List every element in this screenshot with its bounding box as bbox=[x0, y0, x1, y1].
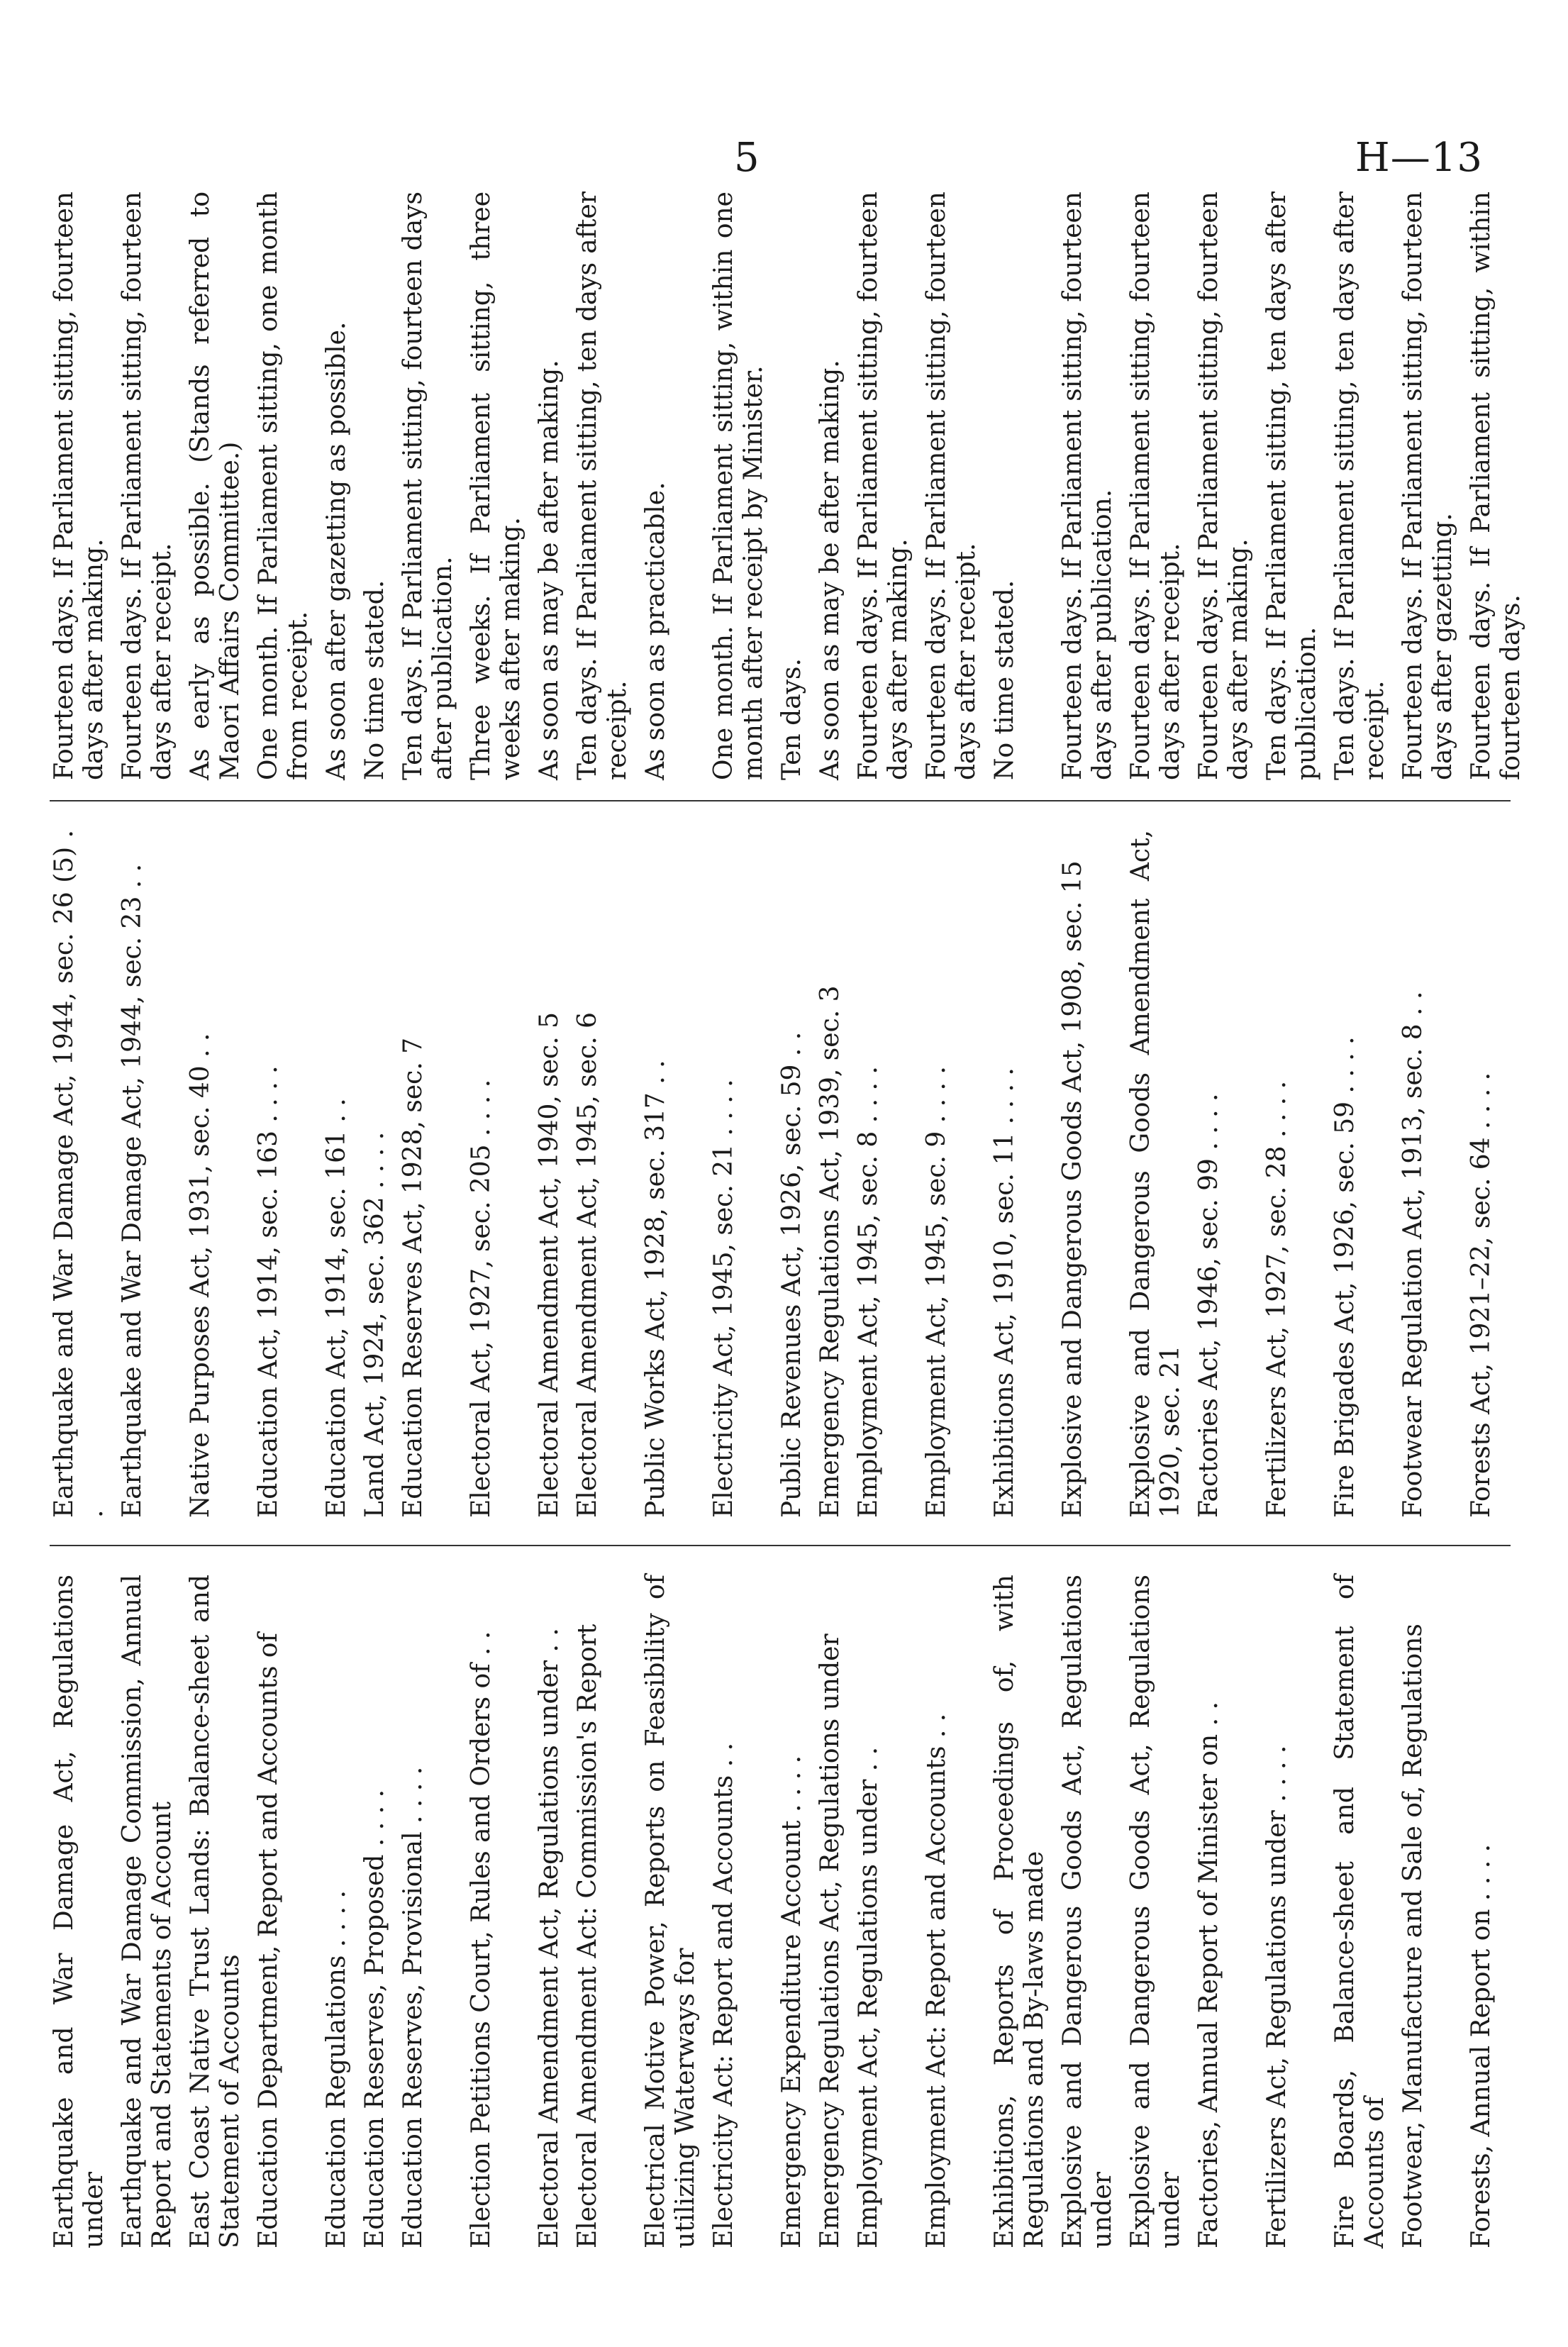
subject-cell: Election Petitions Court, Rules and Orders of . . bbox=[467, 1631, 496, 2248]
table-row bbox=[573, 192, 633, 2248]
authority-cell: Explosive and Dangerous Goods Act, 1908, sec. 15 bbox=[1058, 860, 1087, 1518]
subject-cell: Earthquake and War Damage Commission, Annual Report and Statements of Account bbox=[118, 1575, 177, 2248]
subject-cell: Education Regulations . . . . bbox=[322, 1890, 351, 2248]
time-cell: Fourteen days. If Parliament sitting, fourteen days after receipt. bbox=[118, 192, 177, 780]
subject-cell: Earthquake and War Damage Act, Regulations under bbox=[50, 1575, 109, 2248]
subject-cell: Electricity Act: Report and Accounts . . bbox=[709, 1742, 738, 2248]
subject-cell: Education Reserves, Proposed . . . . bbox=[360, 1789, 389, 2248]
subject-cell: Emergency Regulations Act, Regulations under bbox=[816, 1633, 845, 2248]
authority-cell: Fire Brigades Act, 1926, sec. 59 . . . . bbox=[1330, 1036, 1360, 1518]
subject-cell: Electrical Motive Power, Reports on Feasibility of utilizing Waterways for bbox=[641, 1575, 700, 2248]
time-cell: As soon as may be after making. bbox=[535, 360, 564, 780]
table-row bbox=[1262, 192, 1322, 2248]
time-cell: As early as possible. (Stands referred to Maori Affairs Committee.) bbox=[186, 192, 245, 780]
authority-cell: Factories Act, 1946, sec. 99 . . . . bbox=[1194, 1093, 1223, 1518]
time-cell: Fourteen days. If Parliament sitting, fourteen days after making. bbox=[50, 192, 109, 780]
authority-cell: Electoral Amendment Act, 1945, sec. 6 bbox=[573, 1012, 602, 1518]
table-row bbox=[1126, 192, 1186, 2248]
table-row bbox=[360, 192, 390, 2248]
authority-cell: Electoral Amendment Act, 1940, sec. 5 bbox=[535, 1012, 564, 1518]
authority-cell: Native Purposes Act, 1931, sec. 40 . . bbox=[186, 1033, 215, 1518]
table-row bbox=[1467, 192, 1526, 2248]
table-row bbox=[254, 192, 313, 2248]
authority-cell: Footwear Regulation Act, 1913, sec. 8 . . bbox=[1399, 991, 1428, 1518]
subject-cell: Emergency Expenditure Account . . . . bbox=[777, 1755, 806, 2248]
table-row bbox=[399, 192, 458, 2248]
authority-cell: Education Act, 1914, sec. 161 . . bbox=[322, 1098, 351, 1518]
authority-cell: Employment Act, 1945, sec. 8 . . . . bbox=[854, 1066, 883, 1518]
time-cell: Ten days. bbox=[777, 658, 806, 780]
authority-cell: Earthquake and War Damage Act, 1944, sec. 23 . . bbox=[118, 863, 147, 1518]
table-row bbox=[1058, 192, 1118, 2248]
time-cell: Fourteen days. If Parliament sitting, within fourteen days. bbox=[1467, 192, 1525, 780]
subject-cell: Factories, Annual Report of Minister on . . bbox=[1194, 1702, 1223, 2248]
authority-cell: Education Act, 1914, sec. 163 . . . . bbox=[254, 1065, 283, 1518]
subject-cell: Explosive and Dangerous Goods Act, Regulations under bbox=[1126, 1575, 1185, 2248]
table-row bbox=[1194, 192, 1254, 2248]
subject-cell: Employment Act: Report and Accounts . . bbox=[922, 1713, 951, 2248]
document-reference: H—13 bbox=[1355, 135, 1483, 181]
subject-cell: Electoral Amendment Act: Commission's Report bbox=[573, 1624, 602, 2248]
time-cell: Fourteen days. If Parliament sitting, fourteen days after making. bbox=[1194, 192, 1253, 780]
table-row bbox=[990, 192, 1050, 2248]
table-row bbox=[816, 192, 845, 2248]
subject-cell: Fertilizers Act, Regulations under . . . . bbox=[1262, 1745, 1291, 2248]
table-row bbox=[186, 192, 245, 2248]
table-row bbox=[709, 192, 769, 2248]
authority-cell: Public Works Act, 1928, sec. 317 . . bbox=[641, 1060, 670, 1518]
time-cell: Fourteen days. If Parliament sitting, fourteen days after receipt. bbox=[922, 192, 981, 780]
time-cell: Fourteen days. If Parliament sitting, fourteen days after publication. bbox=[1058, 192, 1117, 780]
authority-cell: Fertilizers Act, 1927, sec. 28 . . . . bbox=[1262, 1080, 1291, 1518]
table-row bbox=[1330, 192, 1390, 2248]
table-row bbox=[1399, 192, 1458, 2248]
time-cell: Ten days. If Parliament sitting, ten days after receipt. bbox=[1330, 192, 1389, 780]
authority-cell: Electoral Act, 1927, sec. 205 . . . . bbox=[467, 1079, 496, 1518]
subject-cell: Electoral Amendment Act, Regulations under . . bbox=[535, 1628, 564, 2248]
time-cell: Ten days. If Parliament sitting, ten days after receipt. bbox=[573, 192, 632, 780]
authority-cell: Exhibitions Act, 1910, sec. 11 . . . . bbox=[990, 1067, 1019, 1518]
subject-cell: Education Department, Report and Accounts of bbox=[254, 1633, 283, 2248]
table-row bbox=[322, 192, 352, 2248]
page-number: 5 bbox=[734, 135, 760, 181]
time-cell: Fourteen days. If Parliament sitting, fourteen days after gazetting. bbox=[1399, 192, 1457, 780]
time-cell: One month. If Parliament sitting, within one month after receipt by Minister. bbox=[709, 192, 768, 780]
subject-cell: Forests, Annual Report on . . . . bbox=[1467, 1843, 1496, 2248]
time-cell: Three weeks. If Parliament sitting, three weeks after making. bbox=[467, 192, 526, 780]
authority-cell: Employment Act, 1945, sec. 9 . . . . bbox=[922, 1066, 951, 1518]
authority-cell: Earthquake and War Damage Act, 1944, sec. 26 (5) . . bbox=[50, 830, 109, 1518]
time-cell: Ten days. If Parliament sitting, fourteen days after publication. bbox=[399, 192, 457, 780]
subject-cell: Employment Act, Regulations under . . bbox=[854, 1746, 883, 2248]
subject-cell: Education Reserves, Provisional . . . . bbox=[399, 1766, 428, 2248]
table-row bbox=[641, 192, 701, 2248]
authority-cell: Education Reserves Act, 1928, sec. 7 bbox=[399, 1037, 428, 1518]
authority-cell: Explosive and Dangerous Goods Amendment Act, 1920, sec. 21 bbox=[1126, 830, 1185, 1518]
subject-cell: Exhibitions, Reports of Proceedings of, with Regulations and By-laws made bbox=[990, 1575, 1049, 2248]
authority-cell: Land Act, 1924, sec. 362 . . . . bbox=[360, 1131, 389, 1518]
table-row bbox=[922, 192, 982, 2248]
table-row bbox=[777, 192, 807, 2248]
subject-cell: East Coast Native Trust Lands: Balance-sheet and Statement of Accounts bbox=[186, 1575, 245, 2248]
subject-cell: Footwear, Manufacture and Sale of, Regulations bbox=[1399, 1624, 1428, 2248]
table-row bbox=[118, 192, 177, 2248]
authority-cell: Public Revenues Act, 1926, sec. 59 . . bbox=[777, 1031, 806, 1518]
authority-cell: Forests Act, 1921–22, sec. 64 . . . . bbox=[1467, 1072, 1496, 1518]
table-row bbox=[535, 192, 565, 2248]
subject-cell: Fire Boards, Balance-sheet and Statement of Accounts of bbox=[1330, 1575, 1389, 2248]
table-row bbox=[50, 192, 109, 2248]
time-cell: Fourteen days. If Parliament sitting, fourteen days after making. bbox=[854, 192, 913, 780]
time-cell: Ten days. If Parliament sitting, ten days after publication. bbox=[1262, 192, 1321, 780]
time-cell: No time stated. bbox=[360, 579, 389, 780]
time-cell: No time stated. bbox=[990, 579, 1019, 780]
time-cell: Fourteen days. If Parliament sitting, fourteen days after receipt. bbox=[1126, 192, 1185, 780]
time-cell: One month. If Parliament sitting, one month from receipt. bbox=[254, 192, 313, 780]
time-cell: As soon as practicable. bbox=[641, 482, 670, 780]
authority-cell: Electricity Act, 1945, sec. 21 . . . . bbox=[709, 1079, 738, 1518]
table-row bbox=[467, 192, 526, 2248]
table-body bbox=[50, 192, 1525, 2248]
rotated-table bbox=[50, 192, 1525, 2248]
table-row bbox=[854, 192, 913, 2248]
subject-cell: Explosive and Dangerous Goods Act, Regulations under bbox=[1058, 1575, 1117, 2248]
time-cell: As soon after gazetting as possible. bbox=[322, 321, 351, 780]
time-cell: As soon as may be after making. bbox=[816, 360, 845, 780]
authority-cell: Emergency Regulations Act, 1939, sec. 3 bbox=[816, 985, 845, 1518]
